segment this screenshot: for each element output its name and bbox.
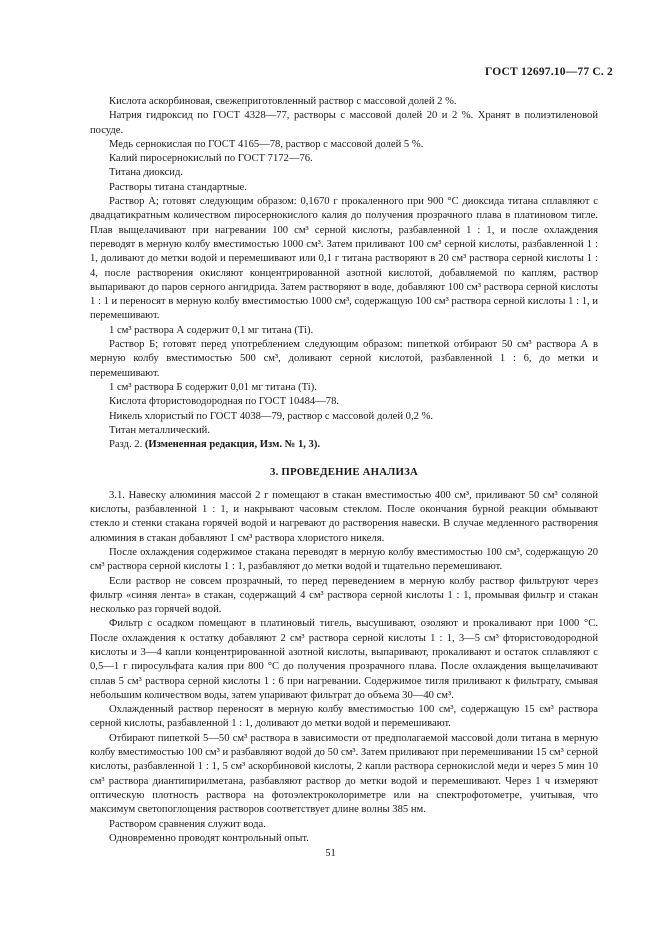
analysis-paragraph: Отбирают пипеткой 5—50 см³ раствора в зависимости от предполагаемой массовой доли титана в мерную колбу вместимостью 100 см³ и разбавляют водой до 50 см³. Затем приливают при перемешивании 15 см³ серной кислоты, разбавленной 1 : 1, 5 см³ аскорбиновой кислоты, 2 капли раствора сернокислой меди и через 5 мин 10 см³ раствора диантипирилметана, разбавляют раствор до метки водой и перемешивают. Через 1 ч измеряют оптическую плотность раствора на фотоэлектроколориметре или на спектрофотометре, учитывая, что максимум светопоглощения растворов соответствует длине волны 385 нм. [90,732,598,816]
reagent-paragraph: 1 см³ раствора А содержит 0,1 мг титана (Ti). [109,324,314,336]
document-body [90,95,598,846]
analysis-paragraph: 3.1. Навеску алюминия массой 2 г помещают в стакан вместимостью 400 см³, приливают 50 см³ соляной кислоты, разбавленной 1 : 1, и накрывают часовым стеклом. После окончания бурной реакции обмывают стекло и стенки стакана горячей водой и нагревают до растворения навески. В случае медленного растворения алюминия в стакан добавляют 1 см³ раствора хлористого никеля. [90,489,598,544]
page-header: ГОСТ 12697.10—77 С. 2 [485,66,613,78]
reagent-paragraph: Титана диоксид. [109,167,184,179]
analysis-paragraph: Одновременно проводят контрольный опыт. [109,832,309,844]
reagent-paragraph: Растворы титана стандартные. [109,181,247,193]
analysis-paragraph: Фильтр с осадком помещают в платиновый тигель, высушивают, озоляют и прокаливают при 1000 °С. После охлаждения к остатку добавляют 2 см³ раствора серной кислоты 1 : 1, 3—5 см³ фтористоводородной кислоты и 3—4 капли концентрированной азотной кислоты, выпаривают, прокаливают и остаток сплавляют с 0,5—1 г пиросульфата калия при 800 °С до получения прозрачного плава. После охлаждения выщелачивают сплав 5 см³ раствора серной кислоты 1 : 6 при нагревании. Содержимое тигля приливают к фильтрату, смывая небольшим количеством воды, затем упаривают фильтрат до объема 30—40 см³. [90,618,598,701]
solution-a-paragraph: Раствор А; готовят следующим образом: 0,1670 г прокаленного при 900 °С диоксида титана сплавляют с двадцатикратным количеством пиросернокислого калия до получения прозрачного плава в платиновом тигле. Плав выщелачивают при нагревании 100 см³ серной кислоты, разбавленной 1 : 1, и после охлаждения переводят в мерную колбу вместимостью 1000 см³. Затем приливают 100 см³ серной кислоты, разбавленной 1 : 1, доливают до метки водой и перемешивают или 0,1 г титана растворяют в 20 см³ раствора серной кислоты 1 : 4, после растворения окисляют концентрированной азотной кислотой, добавляемой по каплям, раствор выпаривают до паров серного ангидрида. Затем растворяют в воде, добавляют 100 см³ раствора серной кислоты 1 : 1 и переносят в мерную колбу вместимостью 1000 см³, содержащую 100 см³ раствора серной кислоты 1 : 1, и перемешивают. [90,196,598,322]
section-heading: 3. ПРОВЕДЕНИЕ АНАЛИЗА [270,466,418,479]
reagent-paragraph: Кислота аскорбиновая, свежеприготовленный раствор с массовой долей 2 %. [109,96,457,107]
analysis-paragraph: Раствором сравнения служит вода. [109,818,266,830]
solution-b-paragraph: Раствор Б; готовят перед употреблением следующим образом: пипеткой отбирают 50 см³ раствора А в мерную колбу вместимостью 500 см³, доливают серной кислотой, разбавленной 1 : 6, до метки и перемешивают. [90,339,598,379]
reagent-paragraph: Кислота фтористоводородная по ГОСТ 10484—78. [109,396,340,408]
reagent-paragraph: 1 см³ раствора Б содержит 0,01 мг титана (Ti). [109,381,317,393]
reagent-paragraph: Натрия гидроксид по ГОСТ 4328—77, растворы с массовой долей 20 и 2 %. Хранят в полиэтиленовой посуде. [90,110,598,136]
analysis-paragraph: Если раствор не совсем прозрачный, то перед переведением в мерную колбу раствор фильтруют через фильтр «синяя лента» в стакан, содержащий 4 см³ раствора серной кислоты 1 : 1, промывая фильтр и стакан несколько раз горячей водой. [90,575,598,616]
reagent-paragraph: Медь сернокислая по ГОСТ 4165—78, раствор с массовой долей 5 %. [109,138,424,150]
page-number: 51 [325,848,336,859]
reagent-paragraph: Титан металлический. [109,424,210,436]
edition-note [90,438,598,452]
edition-note-prefix: Разд. 2. [109,439,145,451]
reagent-paragraph: Калий пиросернокислый по ГОСТ 7172—76. [109,153,313,165]
reagent-paragraph: Никель хлористый по ГОСТ 4038—79, раствор с массовой долей 0,2 %. [109,410,434,422]
analysis-paragraph: После охлаждения содержимое стакана переводят в мерную колбу вместимостью 100 см³, содержащую 20 см³ раствора серной кислоты 1 : 1, разбавляют до метки водой и тщательно перемешивают. [90,546,598,573]
analysis-paragraph: Охлажденный раствор переносят в мерную колбу вместимостью 100 см³, содержащую 15 см³ раствора серной кислоты, разбавленной 1 : 1, доливают до метки водой и перемешивают. [90,704,598,730]
edition-note-bold: (Измененная редакция, Изм. № 1, 3). [144,439,321,451]
